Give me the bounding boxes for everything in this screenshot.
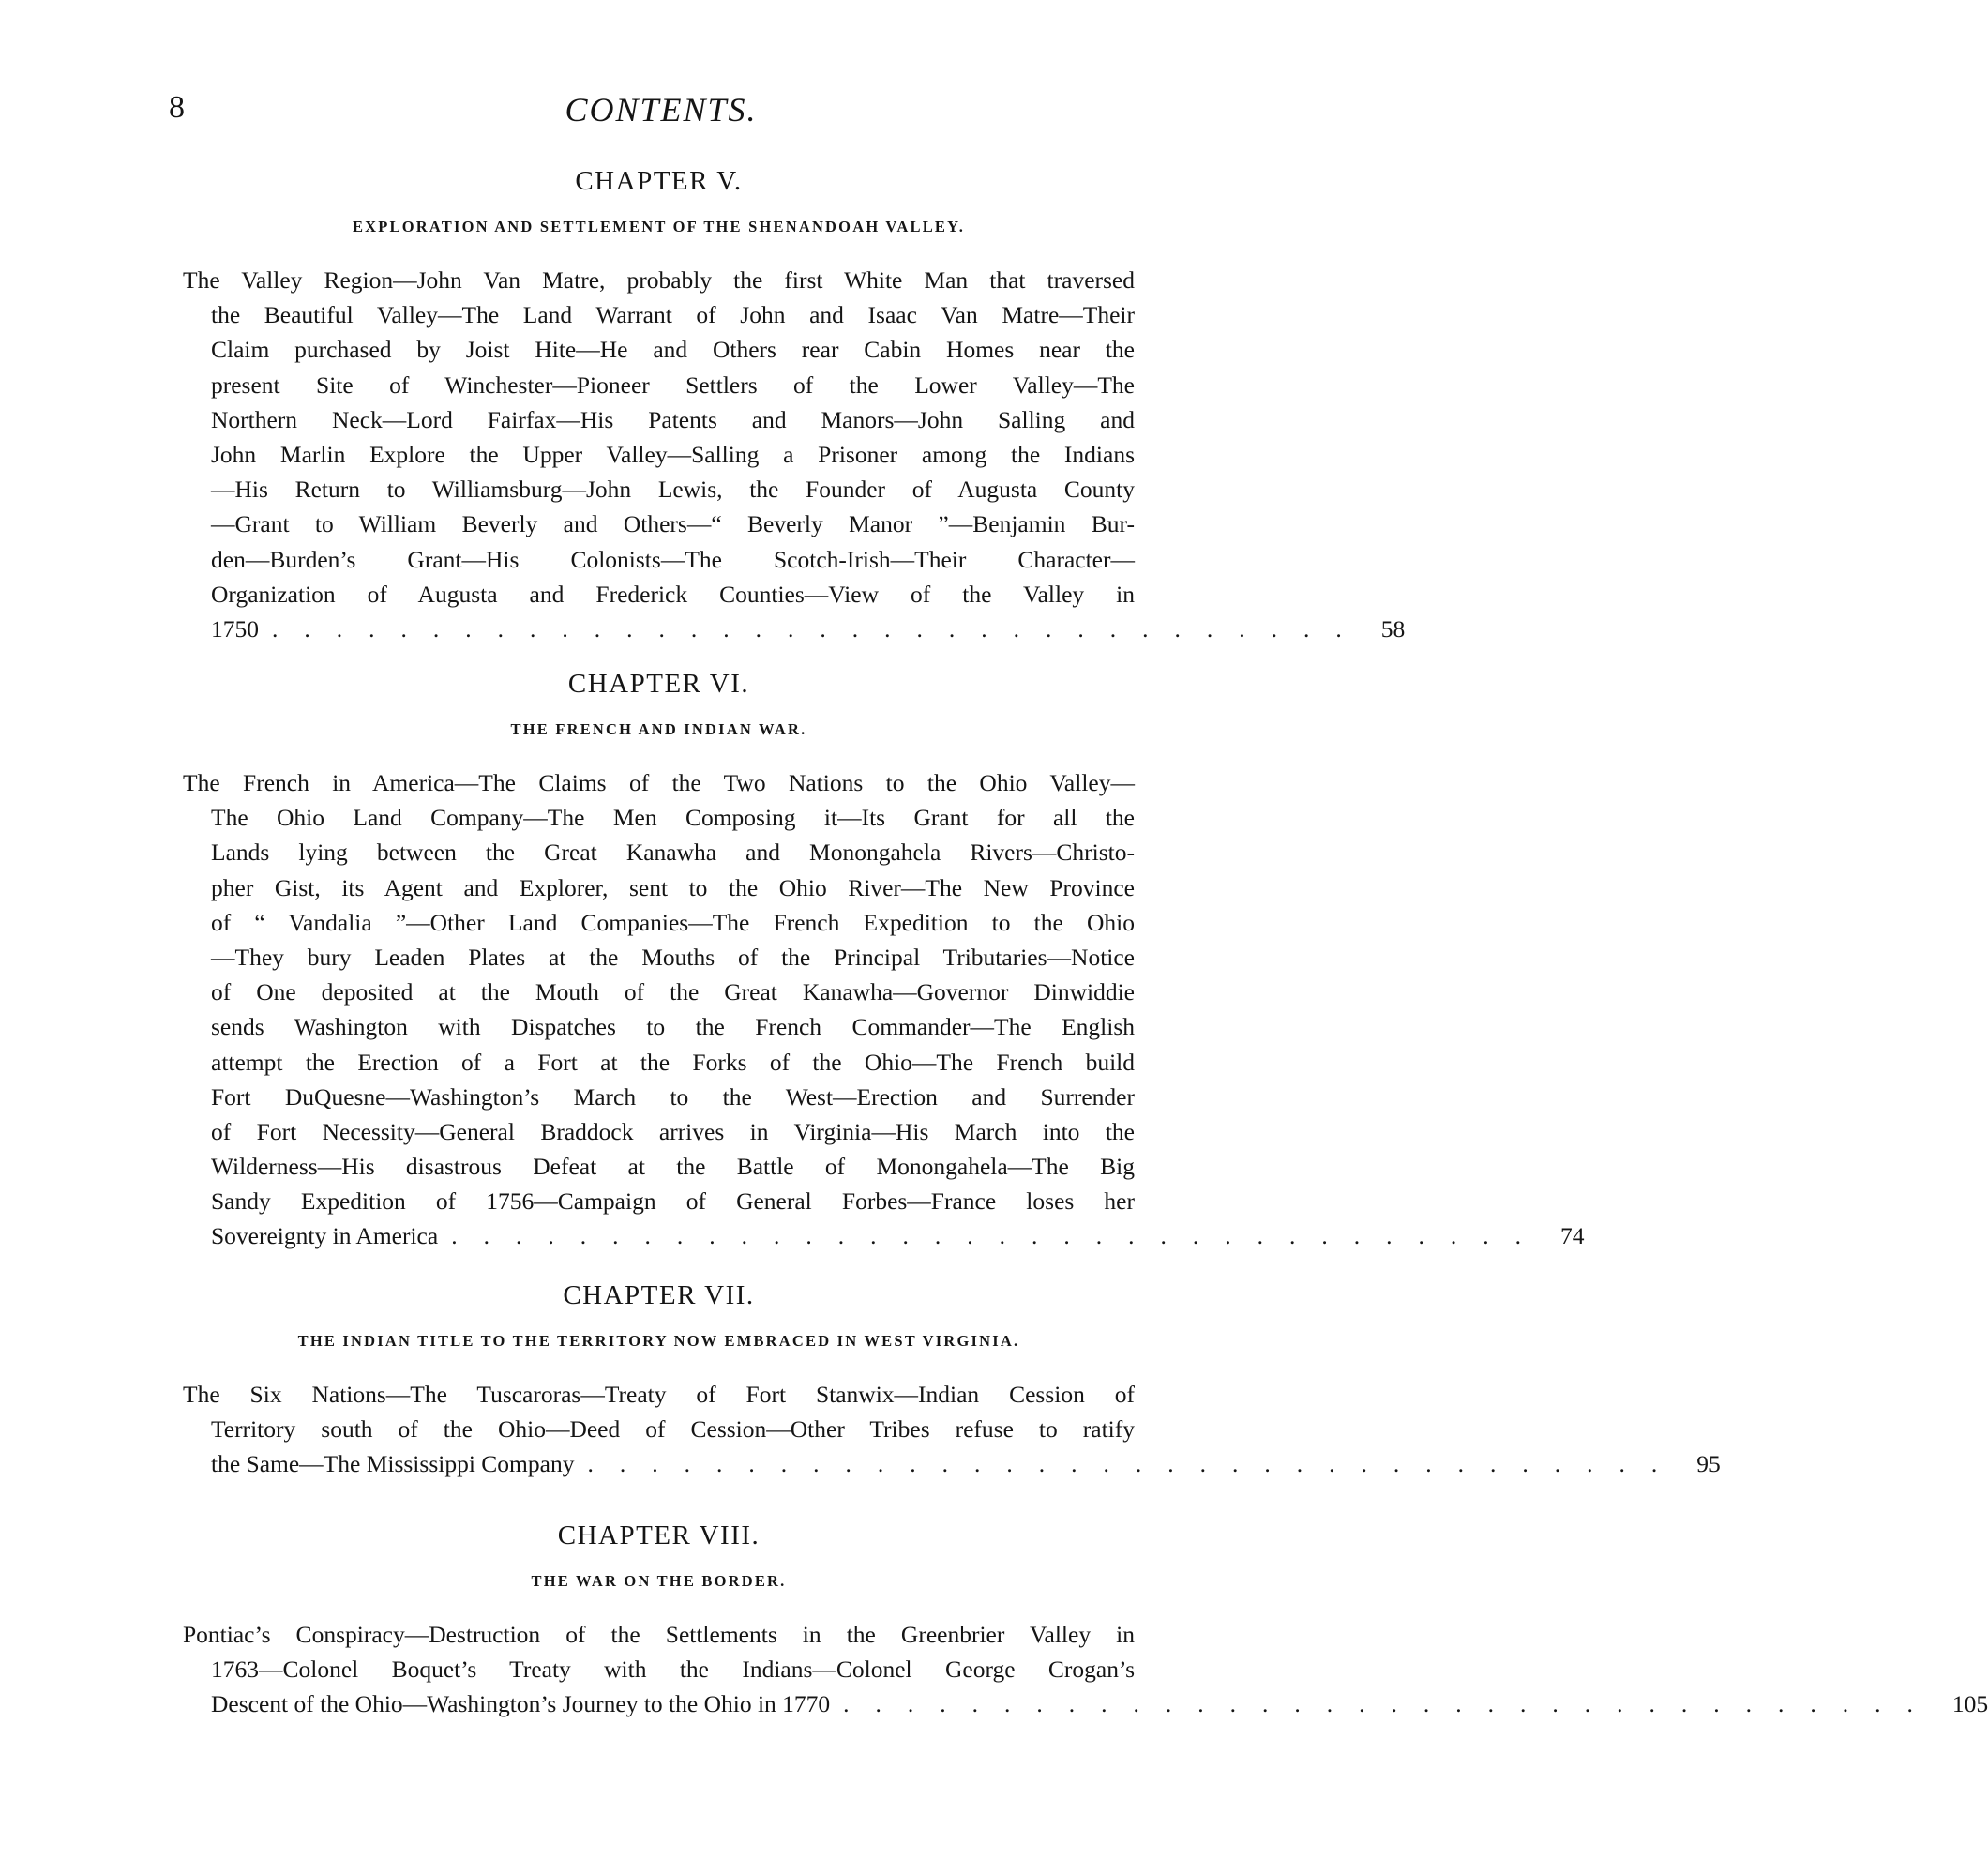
summary-line: The French in America—The Claims of the Two Nations to the Ohio Valley— [183, 769, 1135, 796]
summary-line: The Ohio Land Company—The Men Composing it—Its Grant for all the [211, 804, 1135, 832]
summary-line: 1763—Colonel Boquet’s Treaty with the Indians—Colonel George Crogan’s [211, 1656, 1135, 1684]
summary-line: —His Return to Williamsburg—John Lewis, the Founder of Augusta County [211, 476, 1135, 504]
summary-last-line [183, 612, 1406, 646]
chapter-title: CHAPTER VI. [567, 669, 750, 699]
chapter-v [183, 161, 1406, 646]
summary-line: pher Gist, its Agent and Explorer, sent to the Ohio River—The New Province [211, 873, 1135, 901]
chapter-subtitle: THE INDIAN TITLE TO THE TERRITORY NOW EMBRACED IN WEST VIRGINIA. [297, 1332, 1020, 1350]
summary-line: den—Burden’s Grant—His Colonists—The Scotch-Irish—Their Character— [211, 545, 1135, 573]
chapter-summary [183, 263, 1406, 646]
summary-line: Fort DuQuesne—Washington’s March to the West—Erection and Surrender [211, 1082, 1135, 1111]
dot-leader: .................................. [451, 1222, 1547, 1250]
summary-last-line [183, 1218, 1585, 1253]
summary-line: Pontiac’s Conspiracy—Destruction of the Settlements in the Greenbrier Valley in [183, 1621, 1135, 1648]
running-head [169, 90, 1153, 137]
chapter-page-number: 58 [1380, 614, 1406, 643]
chapter-page-number: 95 [1696, 1450, 1721, 1478]
chapter-title: CHAPTER V. [575, 166, 743, 196]
summary-line: Lands lying between the Great Kanawha and Monongahela Rivers—Christo- [211, 839, 1135, 867]
chapter-vi [183, 664, 1585, 1254]
chapter-page-number: 74 [1559, 1222, 1585, 1250]
chapter-summary [183, 1377, 1721, 1482]
summary-line: Sandy Expedition of 1756—Campaign of General Forbes—France loses her [211, 1187, 1135, 1216]
chapter-vii [183, 1276, 1721, 1482]
dot-leader: .................................. [272, 614, 1368, 643]
summary-line: attempt the Erection of a Fort at the Forks of the Ohio—The French build [211, 1048, 1135, 1076]
summary-line: of One deposited at the Mouth of the Great Kanawha—Governor Dinwiddie [211, 978, 1135, 1006]
chapter-page-number: 105 [1951, 1690, 1988, 1718]
summary-line: present Site of Winchester—Pioneer Settlers of the Lower Valley—The [211, 370, 1135, 399]
chapter-viii [183, 1516, 1988, 1722]
summary-line: of “ Vandalia ”—Other Land Companies—The French Expedition to the Ohio [211, 908, 1135, 936]
summary-line: Territory south of the Ohio—Deed of Cession—Other Tribes refuse to ratify [211, 1415, 1135, 1444]
summary-line: John Marlin Explore the Upper Valley—Salling a Prisoner among the Indians [211, 440, 1135, 468]
summary-line: The Six Nations—The Tuscaroras—Treaty of Fort Stanwix—Indian Cession of [183, 1381, 1135, 1408]
summary-line: Northern Neck—Lord Fairfax—His Patents and Manors—John Salling and [211, 405, 1135, 433]
summary-line: Organization of Augusta and Frederick Counties—View of the Valley in [211, 580, 1135, 608]
chapter-subtitle: THE WAR ON THE BORDER. [531, 1572, 787, 1590]
summary-line-end: Descent of the Ohio—Washington’s Journey to the Ohio in 1770 [211, 1690, 831, 1718]
summary-line-end: the Same—The Mississippi Company [211, 1450, 575, 1478]
chapter-subtitle: EXPLORATION AND SETTLEMENT OF THE SHENANDOAH VALLEY. [352, 218, 966, 235]
chapter-title: CHAPTER VIII. [557, 1520, 761, 1550]
chapter-title: CHAPTER VII. [563, 1280, 755, 1310]
summary-line-end: Sovereignty in America [211, 1222, 439, 1250]
running-title: CONTENTS. [565, 91, 758, 129]
summary-line: sends Washington with Dispatches to the French Commander—The English [211, 1013, 1135, 1041]
summary-line: —They bury Leaden Plates at the Mouths of the Principal Tributaries—Notice [211, 943, 1135, 971]
summary-line: —Grant to William Beverly and Others—“ Beverly Manor ”—Benjamin Bur- [211, 510, 1135, 538]
summary-line-end: 1750 [211, 614, 259, 643]
chapter-summary [183, 765, 1585, 1254]
summary-last-line [183, 1686, 1988, 1721]
summary-line: The Valley Region—John Van Matre, probably the first White Man that traversed [183, 266, 1135, 294]
dot-leader: .................................. [843, 1690, 1939, 1718]
summary-line: Claim purchased by Joist Hite—He and Others rear Cabin Homes near the [211, 336, 1135, 364]
page-number: 8 [169, 90, 185, 125]
summary-line: the Beautiful Valley—The Land Warrant of John and Isaac Van Matre—Their [211, 301, 1135, 329]
chapter-subtitle: THE FRENCH AND INDIAN WAR. [510, 720, 807, 738]
summary-line: Wilderness—His disastrous Defeat at the Battle of Monongahela—The Big [211, 1153, 1135, 1181]
summary-last-line [183, 1446, 1721, 1481]
chapter-summary [183, 1617, 1988, 1722]
summary-line: of Fort Necessity—General Braddock arrives in Virginia—His March into the [211, 1117, 1135, 1145]
dot-leader: .................................. [587, 1450, 1684, 1478]
